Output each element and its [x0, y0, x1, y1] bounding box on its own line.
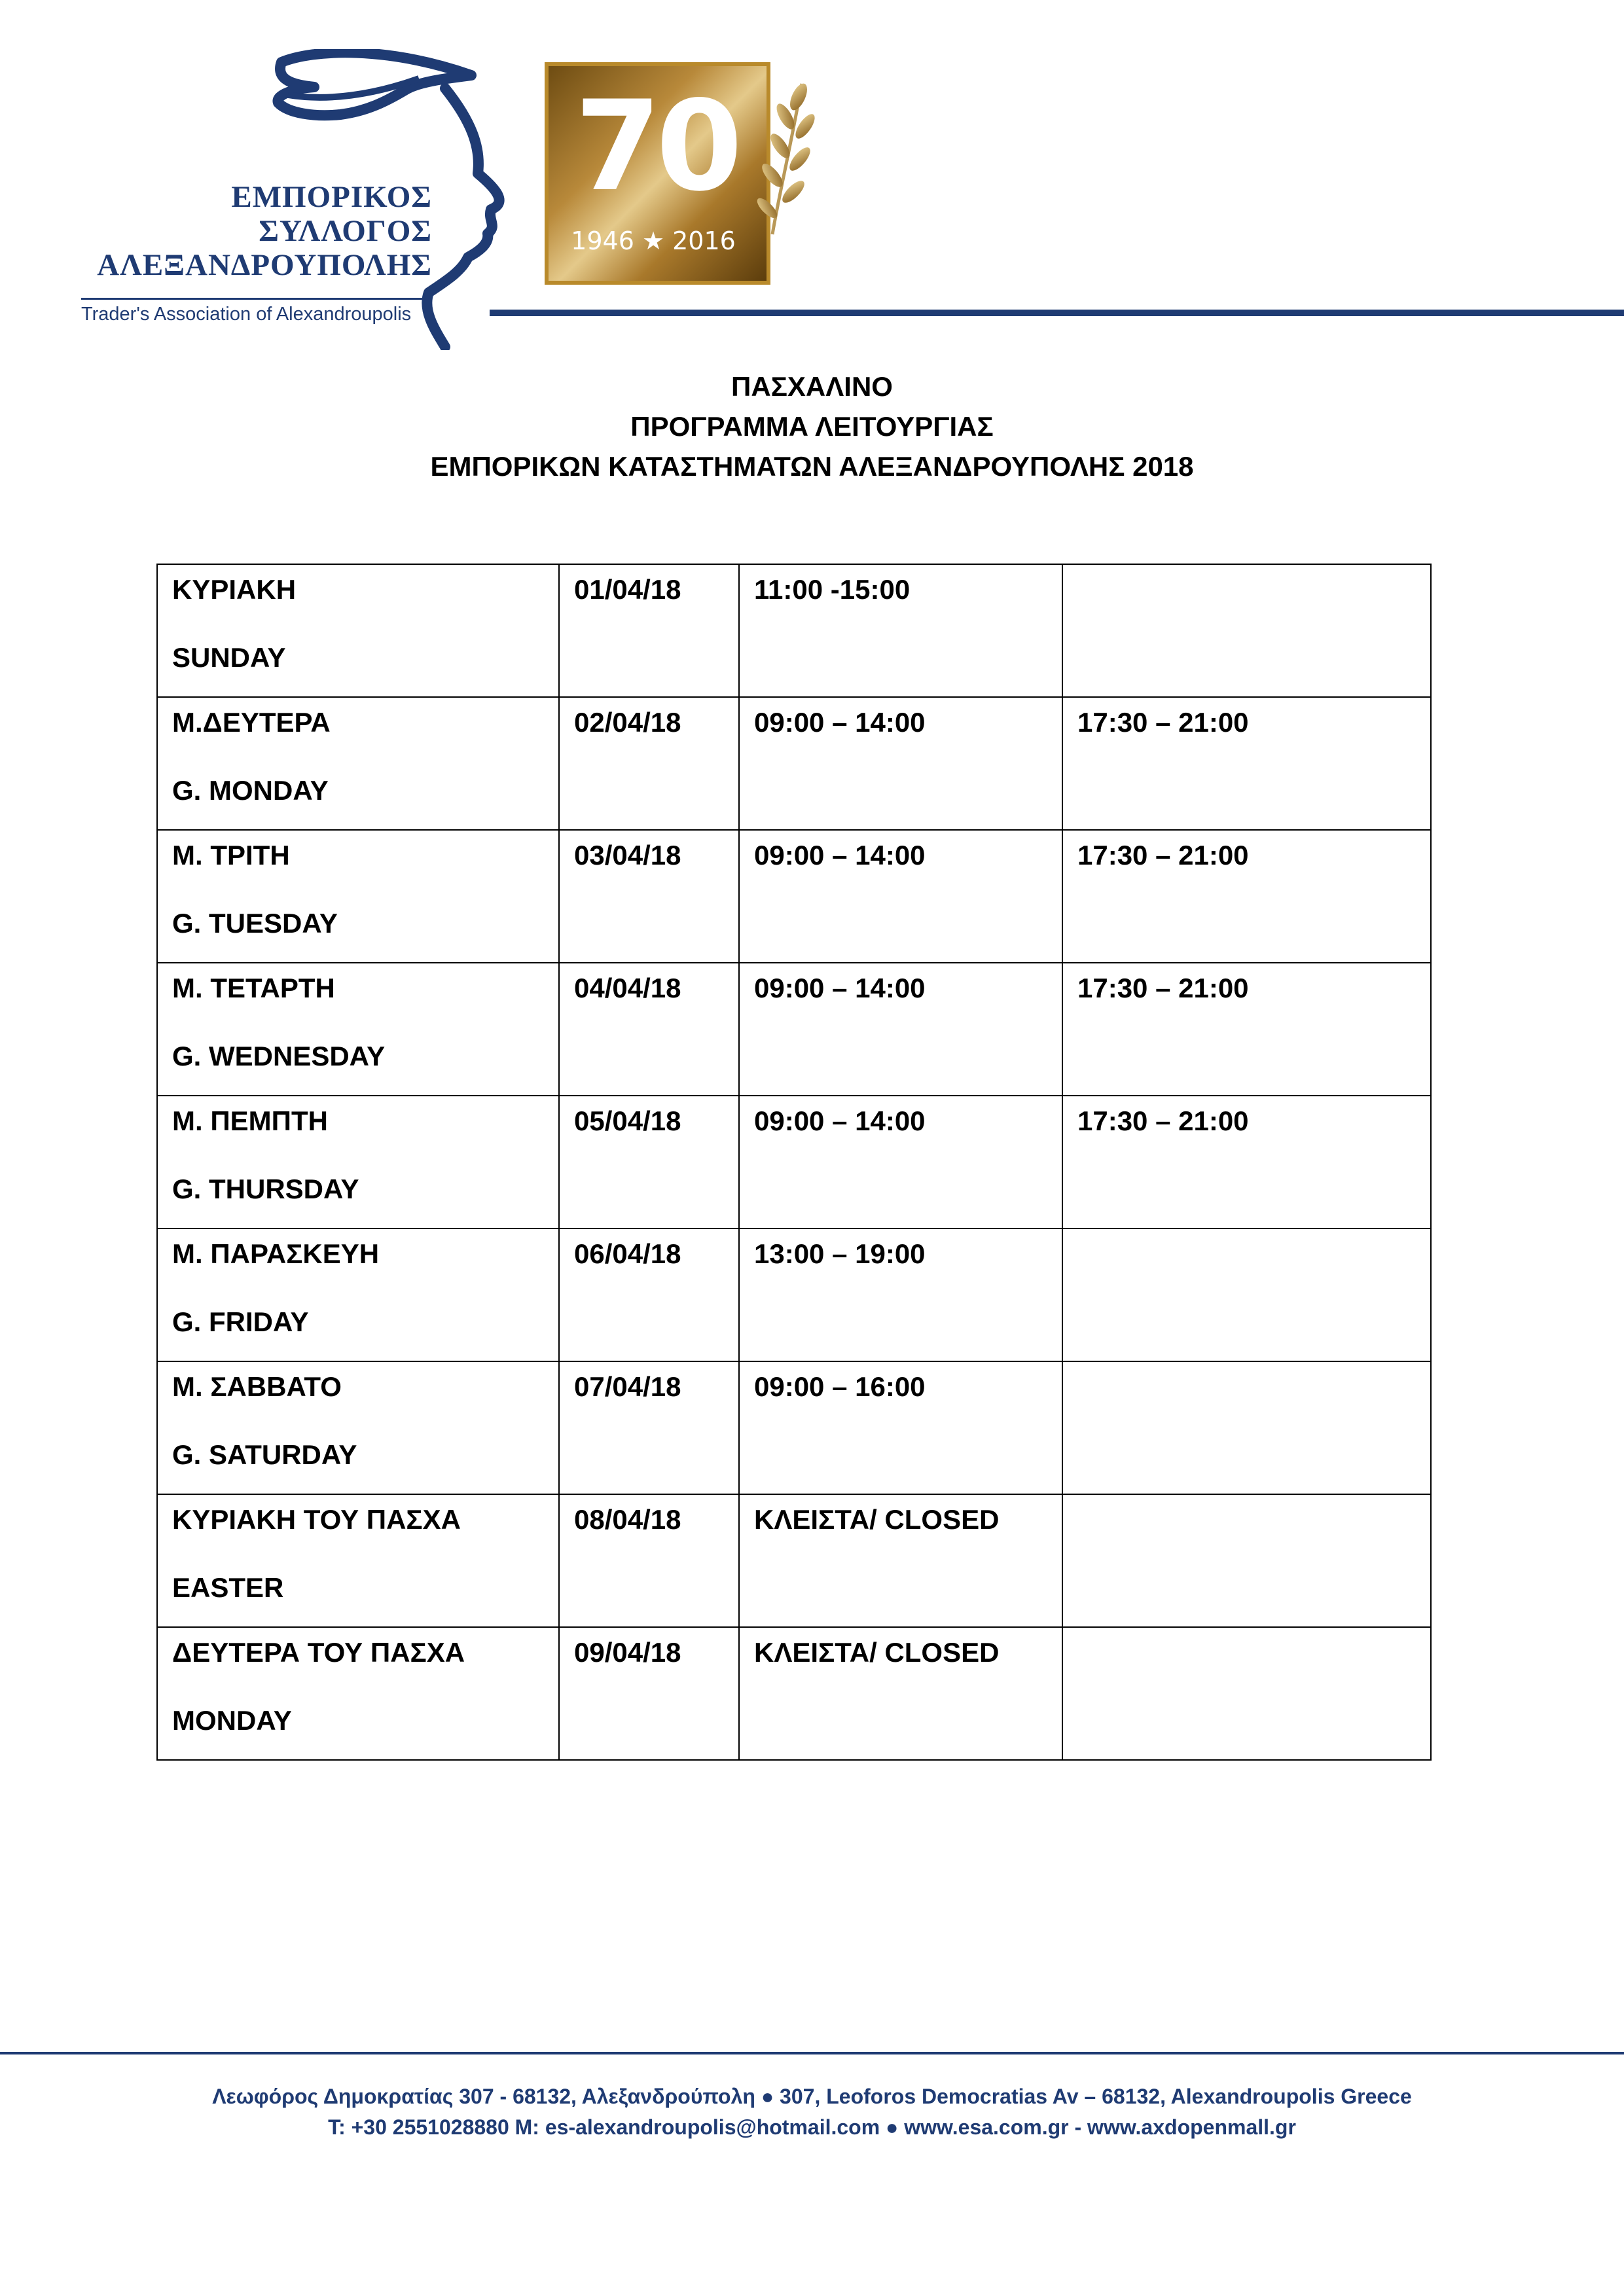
letterhead: [0, 0, 1624, 367]
hours-cell: 09:00 – 16:00: [739, 1361, 1062, 1494]
footer-contact: [0, 2081, 1624, 2143]
footer-contacts: T: +30 2551028880 M: es-alexandroupolis@hotmail.com ● www.esa.com.gr - www.axdopenmall.gr: [328, 2115, 1296, 2139]
title-line: ΕΜΠΟΡΙΚΩΝ ΚΑΤΑΣΤΗΜΑΤΩΝ ΑΛΕΞΑΝΔΡΟΥΠΟΛΗΣ 2018: [430, 451, 1194, 482]
table-row: [157, 1361, 1431, 1494]
footer-divider: [0, 2052, 1624, 2054]
evening-hours-cell: [1062, 564, 1431, 697]
hours-cell: ΚΛΕΙΣΤΑ/ CLOSED: [739, 1627, 1062, 1760]
table-row: [157, 564, 1431, 697]
evening-hours-cell: 17:30 – 21:00: [1062, 830, 1431, 963]
organization-name: [79, 180, 432, 282]
table-row: [157, 1229, 1431, 1361]
date-cell: 01/04/18: [559, 564, 739, 697]
date-cell: 09/04/18: [559, 1627, 739, 1760]
table-row: [157, 1627, 1431, 1760]
footer-address: Λεωφόρος Δημοκρατίας 307 - 68132, Αλεξανδρούπολη ● 307, Leoforos Democratias Av – 68132, Alexandroupolis Greece: [212, 2085, 1412, 2108]
hours-cell: 09:00 – 14:00: [739, 697, 1062, 830]
day-english: MONDAY: [172, 1705, 292, 1736]
date-cell: 06/04/18: [559, 1229, 739, 1361]
day-greek: Μ. ΣΑΒΒΑΤΟ: [172, 1371, 342, 1402]
day-english: SUNDAY: [172, 642, 286, 673]
day-cell: [157, 1627, 559, 1760]
day-greek: ΚΥΡΙΑΚΗ: [172, 574, 297, 605]
schedule-table: [156, 564, 1432, 1761]
anniversary-badge: [545, 62, 770, 285]
day-greek: ΚΥΡΙΑΚΗ ΤΟΥ ΠΑΣΧΑ: [172, 1504, 461, 1535]
date-cell: 07/04/18: [559, 1361, 739, 1494]
table-row: [157, 697, 1431, 830]
day-english: G. THURSDAY: [172, 1174, 359, 1204]
evening-hours-cell: 17:30 – 21:00: [1062, 697, 1431, 830]
org-name-line: ΣΥΛΛΟΓΟΣ: [259, 214, 432, 248]
title-line: ΠΡΟΓΡΑΜΜΑ ΛΕΙΤΟΥΡΓΙΑΣ: [630, 411, 994, 442]
day-cell: [157, 1494, 559, 1627]
day-greek: Μ. ΤΕΤΑΡΤΗ: [172, 973, 335, 1003]
title-line: ΠΑΣΧΑΛΙΝΟ: [731, 371, 893, 402]
evening-hours-cell: 17:30 – 21:00: [1062, 963, 1431, 1096]
day-english: EASTER: [172, 1572, 284, 1603]
day-cell: [157, 697, 559, 830]
day-greek: Μ.ΔΕΥΤΕΡΑ: [172, 707, 331, 738]
table-row: [157, 963, 1431, 1096]
evening-hours-cell: [1062, 1361, 1431, 1494]
evening-hours-cell: 17:30 – 21:00: [1062, 1096, 1431, 1229]
date-cell: 03/04/18: [559, 830, 739, 963]
day-cell: [157, 564, 559, 697]
day-greek: Μ. ΠΑΡΑΣΚΕΥΗ: [172, 1238, 380, 1269]
day-english: G. TUESDAY: [172, 908, 338, 939]
table-row: [157, 1494, 1431, 1627]
day-english: G. MONDAY: [172, 775, 329, 806]
document-title: [0, 367, 1624, 486]
day-cell: [157, 830, 559, 963]
date-cell: 04/04/18: [559, 963, 739, 1096]
hours-cell: 09:00 – 14:00: [739, 1096, 1062, 1229]
evening-hours-cell: [1062, 1494, 1431, 1627]
table-row: [157, 1096, 1431, 1229]
date-cell: 05/04/18: [559, 1096, 739, 1229]
hours-cell: 11:00 -15:00: [739, 564, 1062, 697]
day-english: G. FRIDAY: [172, 1306, 309, 1337]
hours-cell: 13:00 – 19:00: [739, 1229, 1062, 1361]
day-cell: [157, 1096, 559, 1229]
day-english: G. WEDNESDAY: [172, 1041, 386, 1071]
evening-hours-cell: [1062, 1229, 1431, 1361]
hours-cell: ΚΛΕΙΣΤΑ/ CLOSED: [739, 1494, 1062, 1627]
day-cell: [157, 1361, 559, 1494]
header-divider: [490, 310, 1624, 316]
org-name-line: ΑΛΕΞΑΝΔΡΟΥΠΟΛΗΣ: [97, 248, 432, 282]
day-greek: Μ. ΠΕΜΠΤΗ: [172, 1105, 328, 1136]
evening-hours-cell: [1062, 1627, 1431, 1760]
schedule-body: [157, 564, 1431, 1760]
organization-name-english: Trader's Association of Alexandroupolis: [81, 298, 432, 327]
laurel-branch-icon: [753, 77, 818, 241]
day-greek: Μ. ΤΡΙΤΗ: [172, 840, 290, 870]
anniversary-years: 1946 ★ 2016: [571, 226, 736, 255]
day-cell: [157, 963, 559, 1096]
day-english: G. SATURDAY: [172, 1439, 357, 1470]
anniversary-number: 70: [575, 74, 738, 219]
day-cell: [157, 1229, 559, 1361]
day-greek: ΔΕΥΤΕΡΑ ΤΟΥ ΠΑΣΧΑ: [172, 1637, 465, 1668]
org-name-line: ΕΜΠΟΡΙΚΟΣ: [231, 180, 432, 214]
date-cell: 02/04/18: [559, 697, 739, 830]
date-cell: 08/04/18: [559, 1494, 739, 1627]
hours-cell: 09:00 – 14:00: [739, 963, 1062, 1096]
hours-cell: 09:00 – 14:00: [739, 830, 1062, 963]
table-row: [157, 830, 1431, 963]
